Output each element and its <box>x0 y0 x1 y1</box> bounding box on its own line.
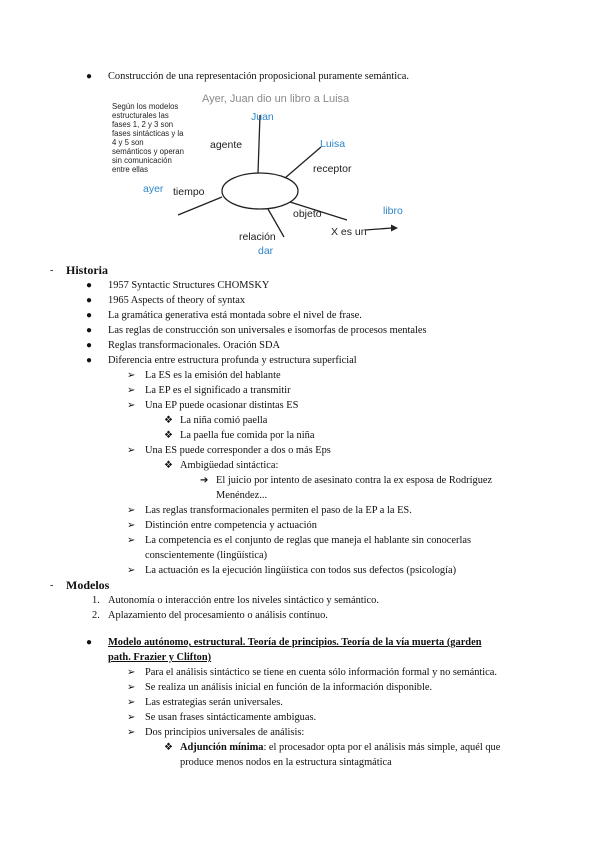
arrow-bullet-symbol: ➢ <box>127 505 136 516</box>
bullet-symbol: ● <box>86 340 93 351</box>
numbered-item: Autonomía o interacción entre los niveles sintáctico y semántico. <box>108 595 379 606</box>
sub-item: Las reglas transformacionales permiten el paso de la EP a la ES. <box>145 505 412 516</box>
adjuncion-line-cont: produce menos nodos en la estructura sintagmática <box>180 757 392 768</box>
intro-bullet-text: Construcción de una representación proposicional puramente semántica. <box>108 71 409 82</box>
label-juan: Juan <box>251 111 274 123</box>
label-relacion: relación <box>239 231 276 243</box>
numbered-index: 1. <box>92 595 100 606</box>
label-libro: libro <box>383 205 403 217</box>
example-item: Menéndez... <box>216 490 268 501</box>
right-arrow-symbol: ➔ <box>200 475 209 486</box>
arrow-bullet-symbol: ➢ <box>127 535 136 546</box>
sub-item: Una EP puede ocasionar distintas ES <box>145 400 299 411</box>
historia-bullet: La gramática generativa está montada sobre el nivel de frase. <box>108 310 362 321</box>
historia-bullet: 1957 Syntactic Structures CHOMSKY <box>108 280 270 291</box>
example-item: La paella fue comida por la niña <box>180 430 315 441</box>
diamond-bullet-symbol: ❖ <box>164 742 173 753</box>
label-dar: dar <box>258 245 274 257</box>
section-dash: - <box>50 580 54 591</box>
arrow-bullet-symbol: ➢ <box>127 565 136 576</box>
sub-item: Las estrategias serán universales. <box>145 697 283 708</box>
example-item: El juicio por intento de asesinato contra la ex esposa de Rodríguez <box>216 475 493 486</box>
arrow-bullet-symbol: ➢ <box>127 712 136 723</box>
modelo-autonomo-heading-cont: path. Frazier y Clifton) <box>108 652 212 663</box>
adjuncion-label: Adjunción mínima <box>180 742 264 753</box>
arrow-bullet-symbol: ➢ <box>127 400 136 411</box>
bullet-symbol: ● <box>86 71 93 82</box>
bullet-symbol: ● <box>86 637 93 648</box>
label-luisa: Luisa <box>320 138 346 150</box>
heading-historia: Historia <box>66 263 108 277</box>
arrow-bullet-symbol: ➢ <box>127 520 136 531</box>
x-es-un-arrowhead <box>391 225 398 232</box>
sub-item: Se usan frases sintácticamente ambiguas. <box>145 712 317 723</box>
adjuncion-line <box>180 741 500 754</box>
arrow-bullet-symbol: ➢ <box>127 682 136 693</box>
sub-item: Una ES puede corresponder a dos o más Eps <box>145 445 331 456</box>
arrow-bullet-symbol: ➢ <box>127 445 136 456</box>
bullet-symbol: ● <box>86 295 93 306</box>
bullet-symbol: ● <box>86 310 93 321</box>
historia-bullet: Diferencia entre estructura profunda y estructura superficial <box>108 355 357 366</box>
diamond-bullet-symbol: ❖ <box>164 415 173 426</box>
arrow-bullet-symbol: ➢ <box>127 385 136 396</box>
historia-bullet: Reglas transformacionales. Oración SDA <box>108 340 280 351</box>
sub-item: La EP es el significado a transmitir <box>145 385 291 396</box>
numbered-item: Aplazamiento del procesamiento o análisis contínuo. <box>108 610 328 621</box>
sub-item: La competencia es el conjunto de reglas que maneja el hablante sin conocerlas <box>145 535 472 546</box>
sub-item: La actuación es la ejecución lingüística con todos sus defectos (psicología) <box>145 565 457 576</box>
label-tiempo: tiempo <box>173 186 205 198</box>
label-ayer: ayer <box>143 183 164 195</box>
diamond-bullet-symbol: ❖ <box>164 430 173 441</box>
bullet-symbol: ● <box>86 325 93 336</box>
bullet-symbol: ● <box>86 355 93 366</box>
arrow-bullet-symbol: ➢ <box>127 727 136 738</box>
sub-item: conscientemente (lingüística) <box>145 550 268 561</box>
section-dash: - <box>50 265 54 276</box>
sub-item: Se realiza un análisis inicial en función de la información disponible. <box>145 682 433 693</box>
sub-item: Distinción entre competencia y actuación <box>145 520 317 531</box>
numbered-index: 2. <box>92 610 100 621</box>
label-agente: agente <box>210 139 243 151</box>
arrow-bullet-symbol: ➢ <box>127 697 136 708</box>
example-item: La niña comió paella <box>180 415 268 426</box>
arrow-bullet-symbol: ➢ <box>127 370 136 381</box>
heading-modelos: Modelos <box>66 578 110 592</box>
diagram-center-ellipse <box>222 173 298 209</box>
sub-item: Dos principios universales de análisis: <box>145 727 305 738</box>
diamond-bullet-symbol: ❖ <box>164 460 173 471</box>
bullet-symbol: ● <box>86 280 93 291</box>
sub-item: Para el análisis sintáctico se tiene en cuenta sólo información formal y no semántica. <box>145 667 498 678</box>
label-x-es-un: X es un <box>331 226 367 238</box>
historia-bullet: Las reglas de construcción son universales e isomorfas de procesos mentales <box>108 325 427 336</box>
diagram-note: Según los modelos estructurales las fases 1, 2 y 3 son fases sintácticas y la 4 y 5 son semánticos y operan sin comunicación entre ellas <box>112 102 184 174</box>
label-objeto: objeto <box>293 208 322 220</box>
adjuncion-text: : el procesador opta por el análisis más simple, aquél que <box>263 742 501 753</box>
diagram-title: Ayer, Juan dio un libro a Luisa <box>202 93 350 105</box>
modelo-autonomo-heading: Modelo autónomo, estructural. Teoría de principios. Teoría de la vía muerta (garden <box>108 637 482 648</box>
example-item: Ambigüedad sintáctica: <box>180 460 279 471</box>
sub-item: La ES es la emisión del hablante <box>145 370 281 381</box>
label-receptor: receptor <box>313 163 352 175</box>
semantic-diagram <box>0 85 600 260</box>
arrow-bullet-symbol: ➢ <box>127 667 136 678</box>
historia-bullet: 1965 Aspects of theory of syntax <box>108 295 246 306</box>
